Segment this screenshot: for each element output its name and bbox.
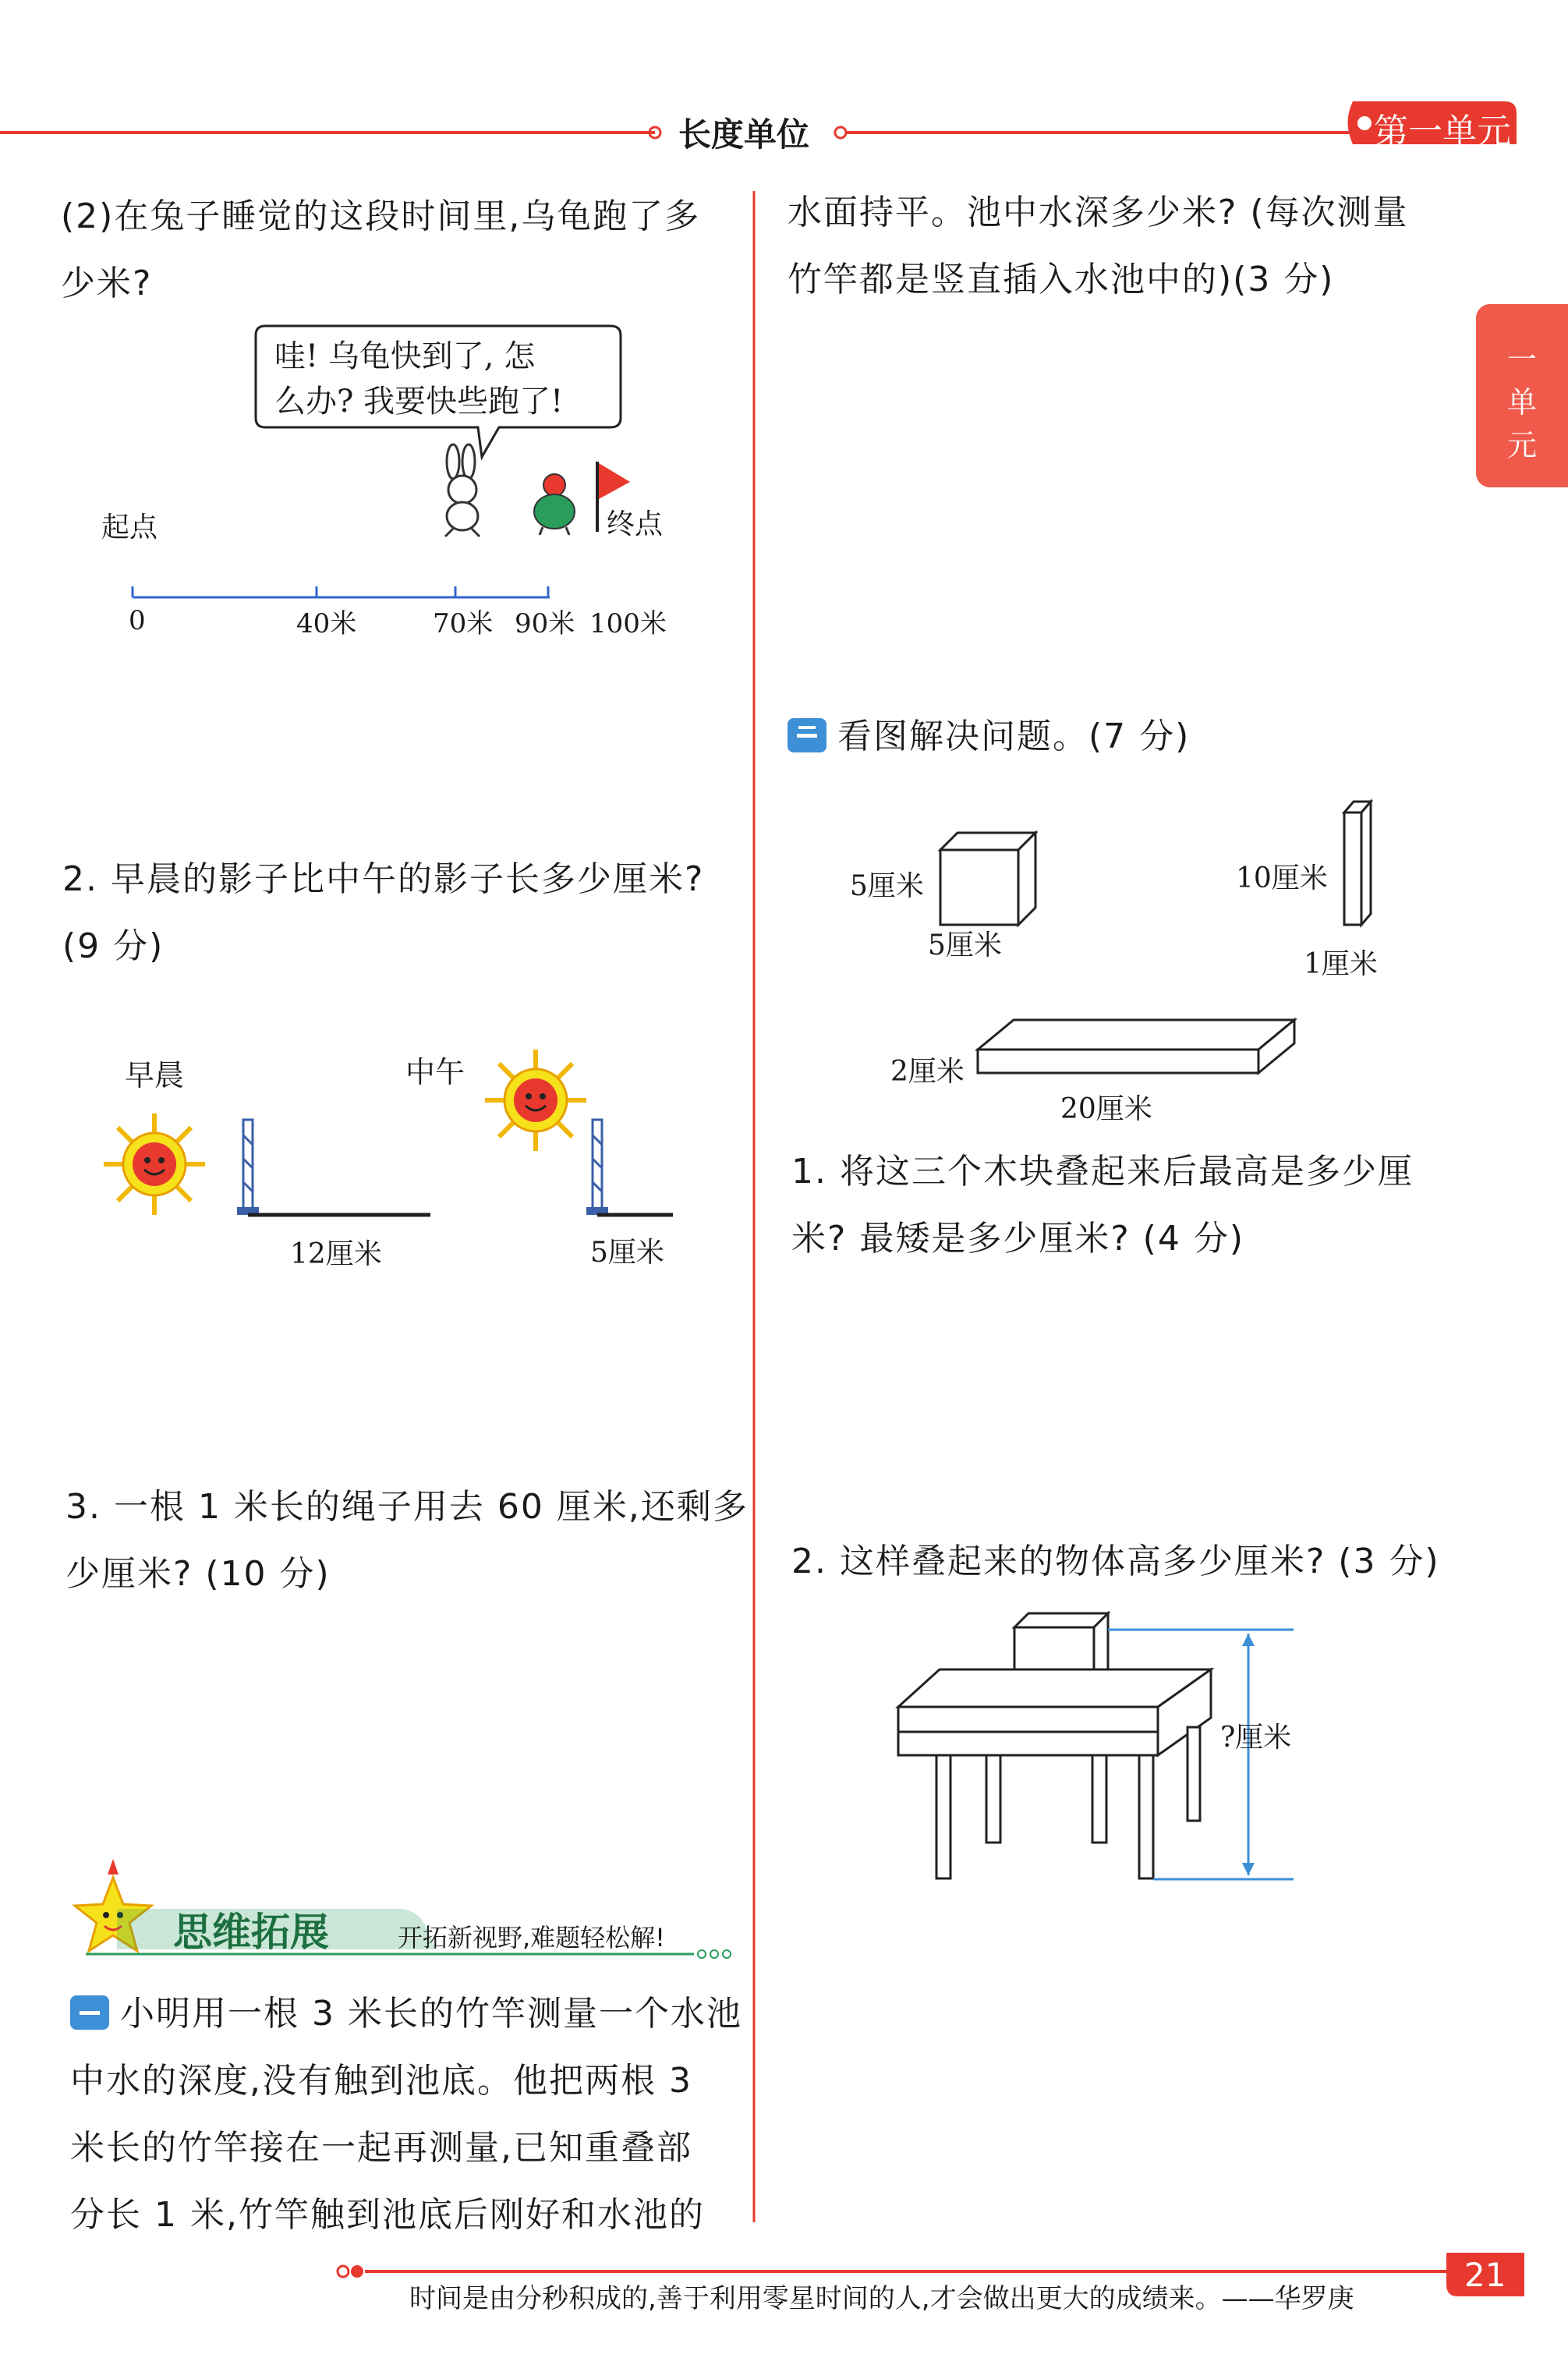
speech-text: 哇! 乌龟快到了, 怎 么办? 我要快些跑了! [274,338,564,420]
footer-quote: 时间是由分秒积成的,善于利用零星时间的人,才会做出更大的成绩来。——华罗庚 [409,2283,1354,2314]
side-unit-tab: 一 单 元 [1476,304,1568,487]
tick-100: 100米 [589,608,667,639]
pole-noon [583,1120,692,1229]
stacked-table-figure [893,1610,1283,1907]
end-label: 终点 [607,508,664,540]
question-badge-1 [70,1995,109,2030]
section-title: 思维拓展 [173,1910,329,1955]
section-subtitle: 开拓新视野,难题轻松解! [398,1923,666,1953]
turtle-icon [527,473,582,535]
cube-block [936,828,1053,929]
start-label: 起点 [101,512,158,543]
column-divider [750,0,758,2365]
page-number: 21 [1464,2256,1506,2294]
sun-morning-icon [104,1113,205,1215]
pillar-side-label: 10厘米 [1236,862,1328,894]
rabbit-icon [431,444,501,538]
tick-70: 70米 [433,608,494,639]
pillar-bottom-label: 1厘米 [1304,948,1378,980]
cube-bottom-label: 5厘米 [928,929,1002,961]
pillar-block [1340,798,1386,954]
extension-question-cont: 水面持平。池中水深多少米? (每次测量 竹竿都是竖直插入水池中的)(3 分) [788,193,1409,299]
noon-label: 中午 [405,1055,465,1089]
section-2-question-2: 2. 这样叠起来的物体高多少厘米? (3 分) [791,1542,1440,1581]
board-block [975,1015,1310,1093]
question-2: 2. 早晨的影子比中午的影子长多少厘米? (9 分) [62,859,705,966]
sun-noon-icon [485,1050,586,1151]
board-side-label: 2厘米 [890,1056,965,1088]
extension-question: 小明用一根 3 米长的竹竿测量一个水池 中水的深度,没有触到池底。他把两根 3 米长的竹竿接在一起再测量,已知重叠部 分长 1 米,竹竿触到池底后刚好和水池的 [70,1994,742,2235]
section-2-title: 看图解决问题。(7 分) [788,703,1190,770]
page-title: 长度单位 [678,115,810,154]
section-2-question-1: 1. 将这三个木块叠起来后最高是多少厘 米? 最矮是多少厘米? (4 分) [791,1152,1414,1259]
cube-side-label: 5厘米 [850,870,924,902]
question-3: 3. 一根 1 米长的绳子用去 60 厘米,还剩多 少厘米? (10 分) [65,1487,749,1594]
unit-tab: 第一单元 [1374,112,1511,151]
shadow-noon-label: 5厘米 [590,1237,664,1269]
question-1-2: (2)在兔子睡觉的这段时间里,乌龟跑了多 少米? [61,196,701,303]
tick-40: 40米 [296,608,357,639]
board-bottom-label: 20厘米 [1060,1093,1152,1125]
question-badge-2 [788,718,826,752]
pole-morning [234,1120,468,1229]
tick-0: 0 [129,605,146,636]
height-label: ?厘米 [1220,1722,1292,1754]
morning-label: 早晨 [125,1058,185,1092]
tick-90: 90米 [515,608,575,639]
shadow-morning-label: 12厘米 [290,1238,382,1270]
